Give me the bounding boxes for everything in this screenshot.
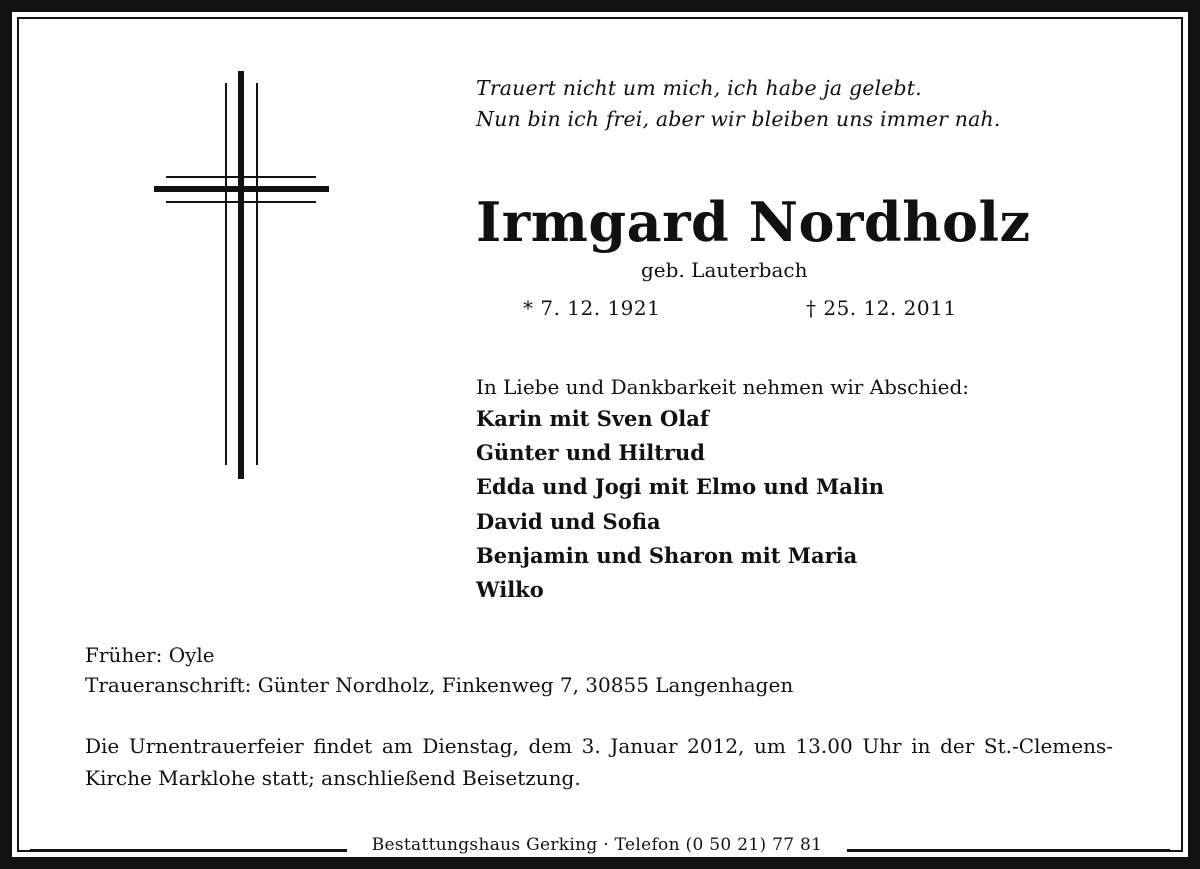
farewell-text: In Liebe und Dankbarkeit nehmen wir Abschied: [476, 375, 969, 399]
mourner-item: Edda und Jogi mit Elmo und Malin [476, 474, 885, 500]
footer-rule-left [30, 849, 352, 852]
mourner-item: David und Sofia [476, 508, 661, 534]
motto [476, 73, 1001, 135]
mourner-item: Karin mit Sven Olaf [476, 406, 709, 431]
mourner-item: Günter und Hiltrud [476, 440, 705, 466]
death-date: † 25. 12. 2011 [806, 296, 957, 320]
former-residence: Früher: Oyle [85, 643, 215, 667]
mourner-item: Benjamin und Sharon mit Maria [476, 542, 858, 568]
deceased-name: Irmgard Nordholz [476, 190, 1031, 254]
motto-line-2: Nun bin ich frei, aber wir bleiben uns immer nah. [476, 107, 1001, 131]
ceremony-info: Die Urnentrauerfeier findet am Dienstag, dem 3. Januar 2012, um 13.00 Uhr in der St.-Clemens-Kirche Marklohe statt; anschließend Beisetzung. [85, 734, 1113, 790]
mourners-list [476, 402, 884, 607]
motto-line-1: Trauert nicht um mich, ich habe ja gelebt. [476, 76, 922, 100]
birth-date: * 7. 12. 1921 [523, 296, 661, 320]
funeral-home-footer: Bestattungshaus Gerking · Telefon (0 50 21) 77 81 [347, 833, 847, 857]
maiden-name: geb. Lauterbach [641, 258, 808, 282]
mourning-address: Traueranschrift: Günter Nordholz, Finkenweg 7, 30855 Langenhagen [85, 673, 794, 697]
footer-rule-right [843, 849, 1170, 852]
mourner-item: Wilko [476, 577, 544, 603]
